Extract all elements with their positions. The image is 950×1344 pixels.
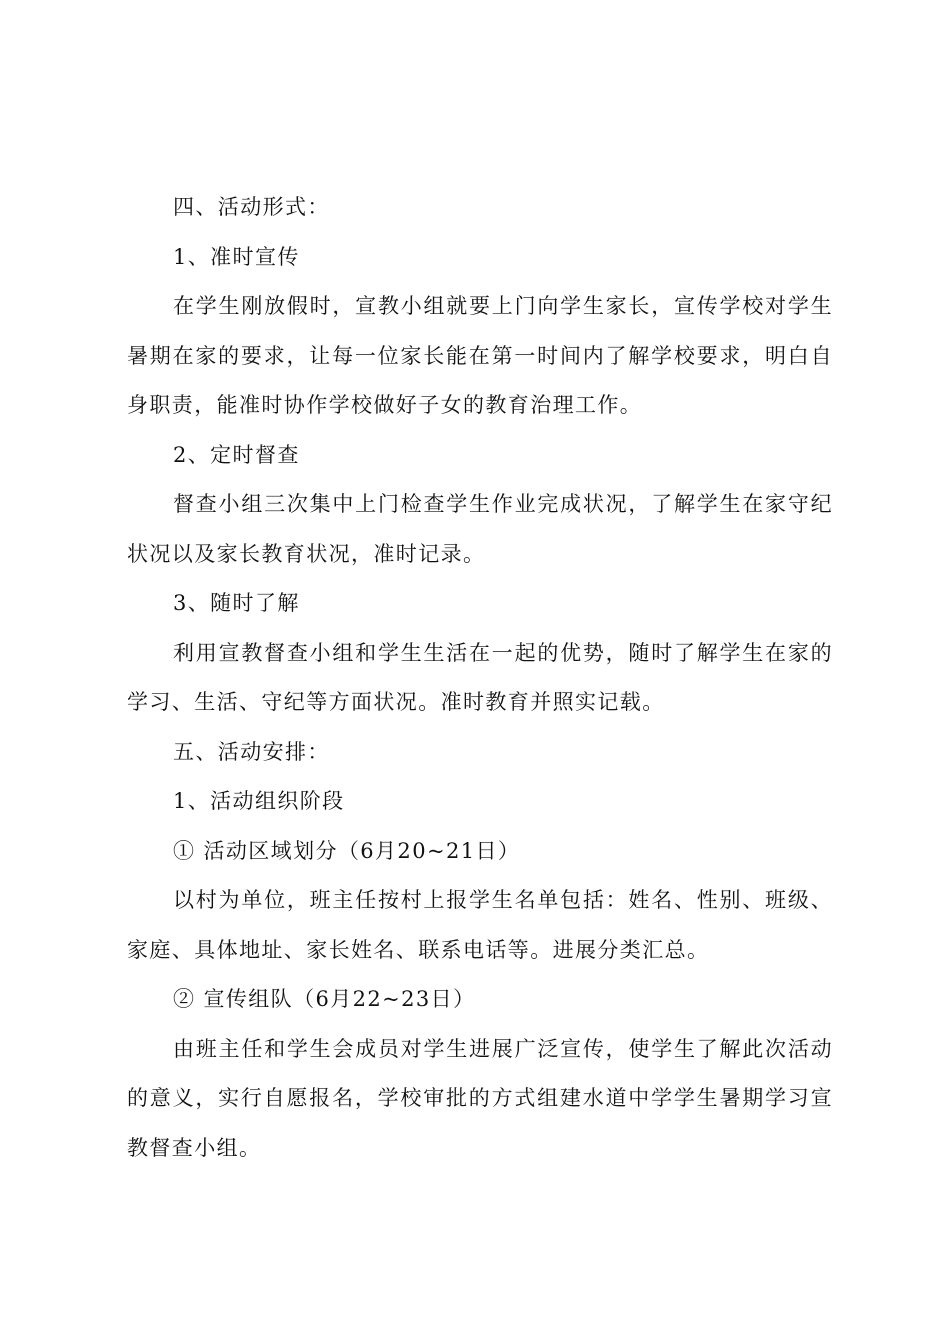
subheading-anytime-understanding: 3、随时了解 [173, 591, 300, 615]
item-area-division: ① 活动区域划分（6月20~21日） [173, 838, 521, 863]
paragraph-publicity: 在学生刚放假时，宣教小组就要上门向学生家长，宣传学校对学生暑期在家的要求，让每一位家长能在第一时间内了解学校要求，明白自身职责，能准时协作学校做好子女的教育治理工作。 [127, 294, 833, 417]
section-heading-activity-arrangement: 五、活动安排： [173, 739, 330, 764]
subheading-organization-stage: 1、活动组织阶段 [173, 789, 345, 813]
subheading-timely-publicity: 1、准时宣传 [173, 244, 300, 269]
section-heading-activity-form: 四、活动形式： [173, 195, 330, 219]
paragraph-inspection: 督查小组三次集中上门检查学生作业完成状况，了解学生在家守纪状况以及家长教育状况，准时记录。 [127, 492, 833, 566]
document-body [127, 183, 833, 1173]
subheading-regular-inspection: 2、定时督查 [173, 442, 300, 467]
paragraph-publicity-team: 由班主任和学生会成员对学生进展广泛宣传，使学生了解此次活动的意义，实行自愿报名，学校审批的方式组建水道中学学生暑期学习宣教督查小组。 [127, 1036, 833, 1160]
item-publicity-team: ② 宣传组队（6月22~23日） [173, 987, 476, 1011]
paragraph-area-division: 以村为单位，班主任按村上报学生名单包括：姓名、性别、班级、家庭、具体地址、家长姓名、联系电话等。进展分类汇总。 [127, 888, 833, 962]
paragraph-understanding: 利用宣教督查小组和学生生活在一起的优势，随时了解学生在家的学习、生活、守纪等方面状况。准时教育并照实记载。 [127, 640, 833, 714]
